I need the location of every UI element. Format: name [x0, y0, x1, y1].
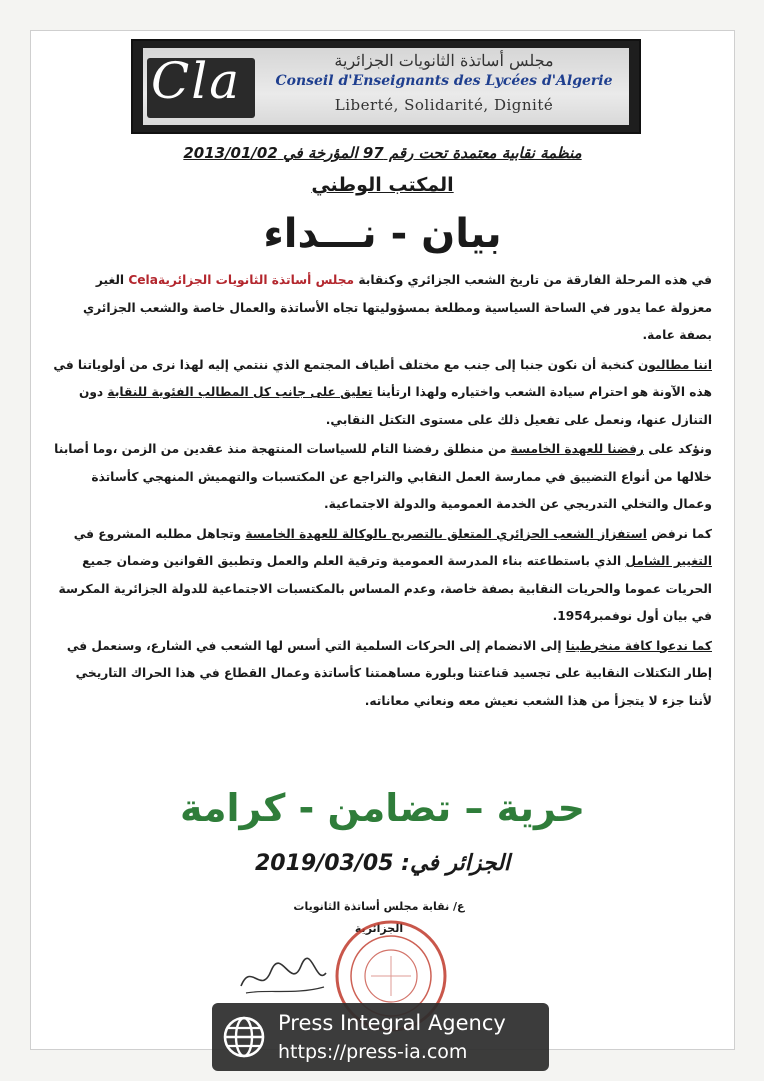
p4-underlined-2: التغيير الشامل	[625, 554, 712, 568]
p1-cela: Cela	[128, 273, 158, 287]
p1-text-a: في هذه المرحلة الفارقة من تاريخ الشعب الجزائري وكنقابة	[354, 273, 712, 287]
statement-title: بيان - نـــداء	[263, 211, 502, 257]
document-page	[30, 30, 735, 1050]
signature-scribble	[236, 951, 331, 1001]
logo-lines	[263, 48, 625, 125]
globe-icon	[222, 1015, 266, 1059]
logo-inner	[143, 48, 629, 125]
statement-body	[53, 267, 712, 717]
p4-text-b: وتجاهل مطلبه المشروع في	[73, 526, 246, 541]
p2-text-b: دون التنازل عنها، ونعمل على تفعيل ذلك على مستوى التكتل النقابي.	[78, 385, 712, 427]
p3-underlined: رفضنا للعهدة الخامسة	[510, 442, 644, 456]
p2-text-a: كنخبة أن نكون جنبا إلى جنب مع مختلف أطياف المجتمع الذي ننتمي إليه لهذا نرى من أولوياتنا في هذه الآونة هو احترام سيادة الشعب واختياره ولهذا ارتأينا	[53, 357, 712, 399]
cla-logo-text: Cla	[151, 52, 242, 110]
signed-line-2: الجزائرية	[354, 922, 404, 935]
logo-banner	[131, 39, 641, 134]
p3-text-b: من منطلق رفضنا التام للسياسات المنتهجة منذ عقدين من الزمن ،وما أصابنا خلالها من أنواع التضييق في ممارسة العمل النقابي والتراجع عن المكتسبات والتهميش المنهجي كأساتذة وعمال والتخلي التدريجي عن الخدمة العمومية والدولة الاجتماعية.	[54, 442, 712, 511]
statement-date: الجزائر في: 2019/03/05	[254, 851, 511, 876]
p5-text-a: إلى الانضمام إلى الحركات السلمية التي أسس لها الشعب في الشارع، وسنعمل في إطار التكتلات النقابية على تجسيد قناعتنا وبلورة مساهمتنا كأساتذة وعمال القطاع في هذا الحراك التاريخي لأننا جزء لا يتجزأ من هذا الشعب نعيش معه ونعاني معاناته.	[66, 638, 712, 708]
p2-underlined: تعليق على جانب كل المطالب الفئوية للنقابة	[107, 385, 373, 399]
p2-lead: اننا مطالبون	[637, 357, 712, 372]
watermark-name: Press Integral Agency	[278, 1011, 506, 1035]
logo-motto: Liberté, Solidarité, Dignité	[334, 96, 554, 114]
paragraph-4	[53, 521, 712, 631]
p1-org-name: مجلس أساتذة الثانويات الجزائرية	[157, 273, 355, 287]
p5-underlined: كما ندعوا كافة منخرطينا	[565, 638, 712, 653]
logo-arabic-name: مجلس أساتذة الثانويات الجزائرية	[334, 51, 554, 70]
cla-logo	[147, 52, 255, 118]
paragraph-1	[53, 267, 712, 350]
paragraph-5	[53, 633, 712, 716]
accreditation-line: منظمة نقابية معتمدة تحت رقم 97 المؤرخة في 2013/01/02	[183, 144, 582, 162]
p1-text-b: الغير معزولة عما يدور في الساحة السياسية ومطلعة بمسؤوليتها تجاه الأساتذة والعمال خاصة والشعب الجزائري بصفة عامة.	[83, 273, 712, 342]
closing-motto: حرية – تضامن - كرامة	[179, 786, 586, 830]
p4-text-a: كما نرفض	[646, 526, 712, 541]
watermark-url: https://press-ia.com	[278, 1041, 468, 1063]
paragraph-2	[53, 352, 712, 435]
logo-french-name: Conseil d'Enseignants des Lycées d'Algerie	[275, 73, 613, 89]
signed-line-1: ع/ نقابة مجلس أساتذة الثانويات	[293, 900, 465, 913]
p3-text-a: ونؤكد على	[643, 442, 712, 456]
press-watermark	[212, 1003, 549, 1071]
p4-underlined-1: استفزاز الشعب الجزائري المتعلق بالتصريح بالوكالة للعهدة الخامسة	[245, 526, 647, 541]
paragraph-3	[53, 436, 712, 519]
p4-text-c: الذي باستطاعته بناء المدرسة العمومية وترقية العلم والعمل وتطبيق القوانين وضمان جميع الحريات عموما والحريات النقابية بصفة خاصة، وعدم المساس بالمكتسبات الاجتماعية للدولة الجزائرية المكرسة في بيان أول نوفمبر1954.	[58, 554, 712, 623]
office-title: المكتب الوطني	[311, 174, 454, 196]
